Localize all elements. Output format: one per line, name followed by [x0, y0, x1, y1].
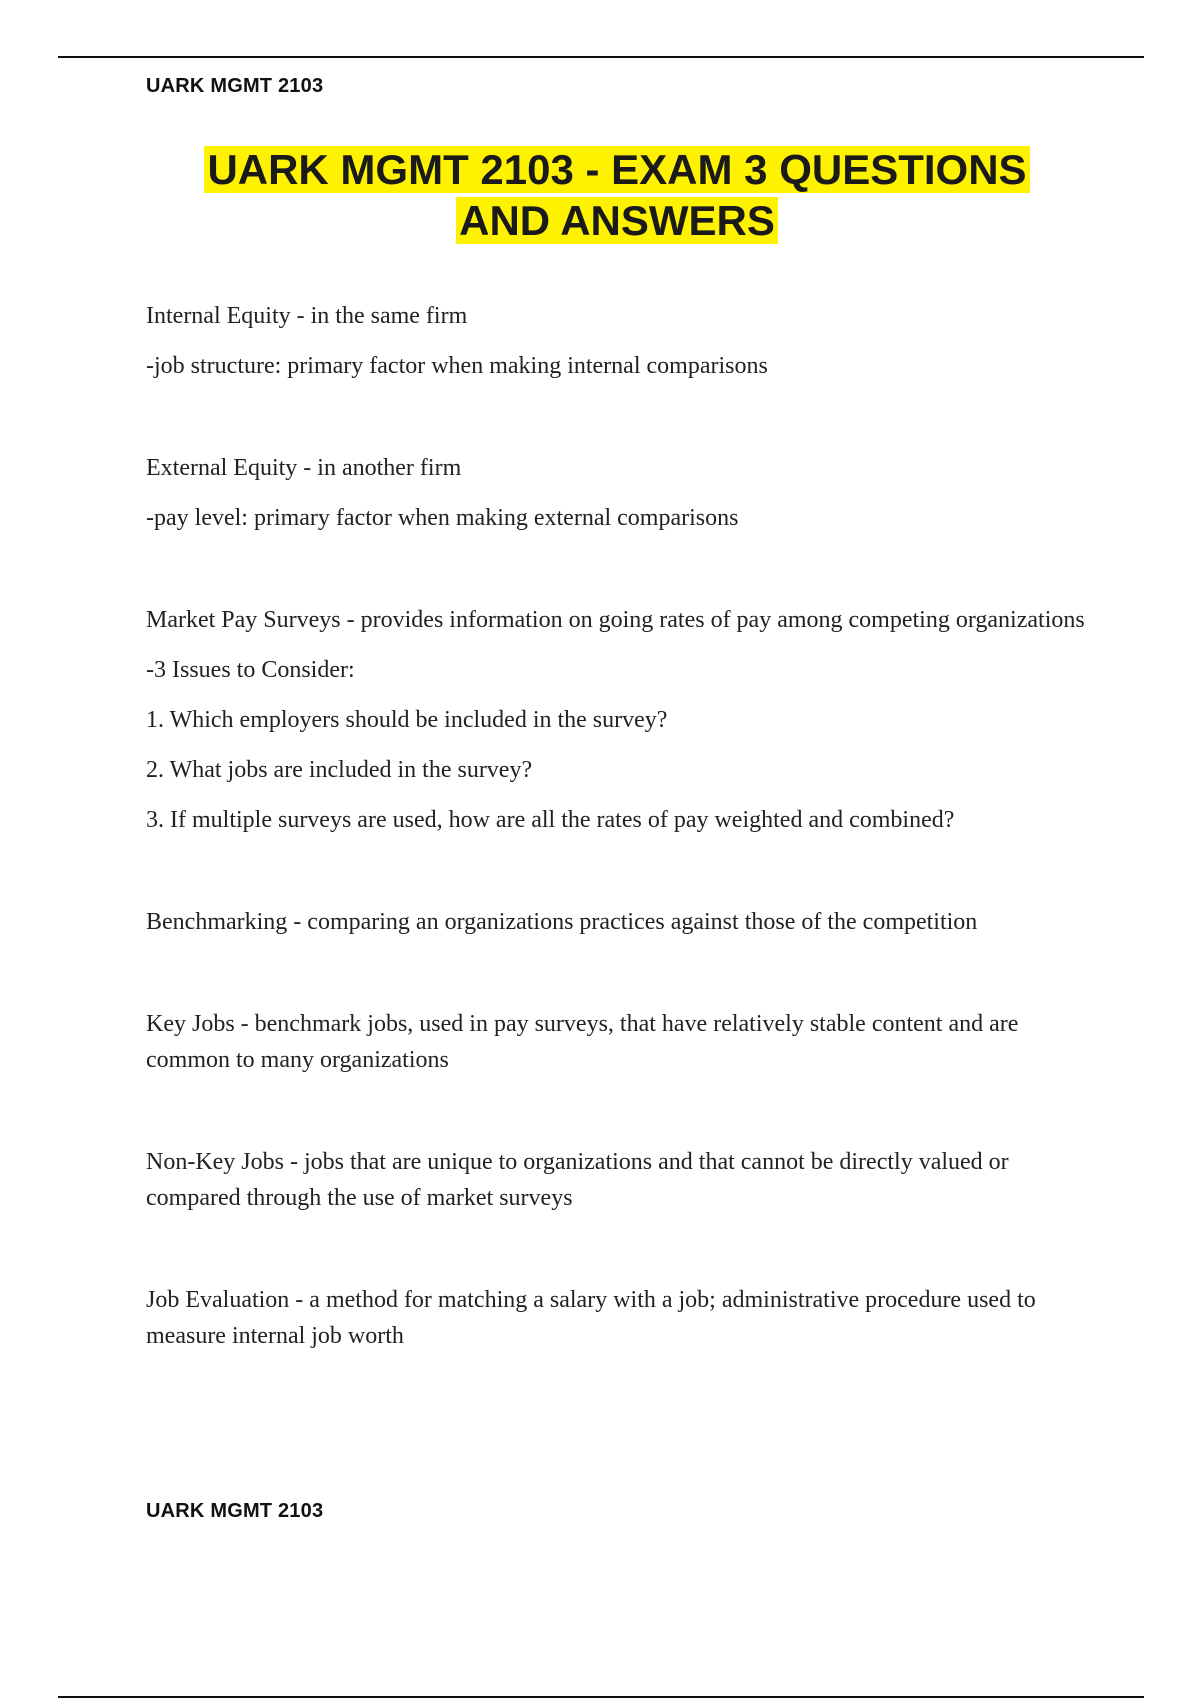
issues-heading: -3 Issues to Consider: — [146, 657, 355, 683]
page-footer-header: UARK MGMT 2103 — [146, 1500, 324, 1522]
document-title — [146, 144, 1088, 246]
title-line-1: UARK MGMT 2103 - EXAM 3 QUESTIONS — [204, 146, 1029, 193]
document-body — [146, 298, 1098, 1354]
entry-job-evaluation: Job Evaluation - a method for matching a salary with a job; administrative procedure used to measure internal job worth — [146, 1287, 1036, 1349]
entry-internal-equity: Internal Equity - in the same firm — [146, 303, 468, 329]
issue-item: 3. If multiple surveys are used, how are all the rates of pay weighted and combined? — [146, 807, 955, 833]
issue-item: 2. What jobs are included in the survey? — [146, 757, 533, 783]
entry-external-equity: External Equity - in another firm — [146, 455, 462, 481]
title-line-2: AND ANSWERS — [456, 197, 778, 244]
entry-internal-equity-note: -job structure: primary factor when making internal comparisons — [146, 353, 768, 379]
entry-benchmarking: Benchmarking - comparing an organizations practices against those of the competition — [146, 909, 978, 935]
issue-item: 1. Which employers should be included in the survey? — [146, 707, 668, 733]
entry-non-key-jobs: Non-Key Jobs - jobs that are unique to organizations and that cannot be directly valued or compared through the use of market surveys — [146, 1149, 1009, 1211]
page-header: UARK MGMT 2103 — [146, 75, 324, 97]
entry-market-pay-surveys: Market Pay Surveys - provides information on going rates of pay among competing organizations — [146, 607, 1085, 633]
bottom-rule — [58, 1696, 1144, 1698]
top-rule — [58, 56, 1144, 58]
entry-external-equity-note: -pay level: primary factor when making external comparisons — [146, 505, 739, 531]
entry-key-jobs: Key Jobs - benchmark jobs, used in pay surveys, that have relatively stable content and are common to many organizations — [146, 1011, 1019, 1073]
